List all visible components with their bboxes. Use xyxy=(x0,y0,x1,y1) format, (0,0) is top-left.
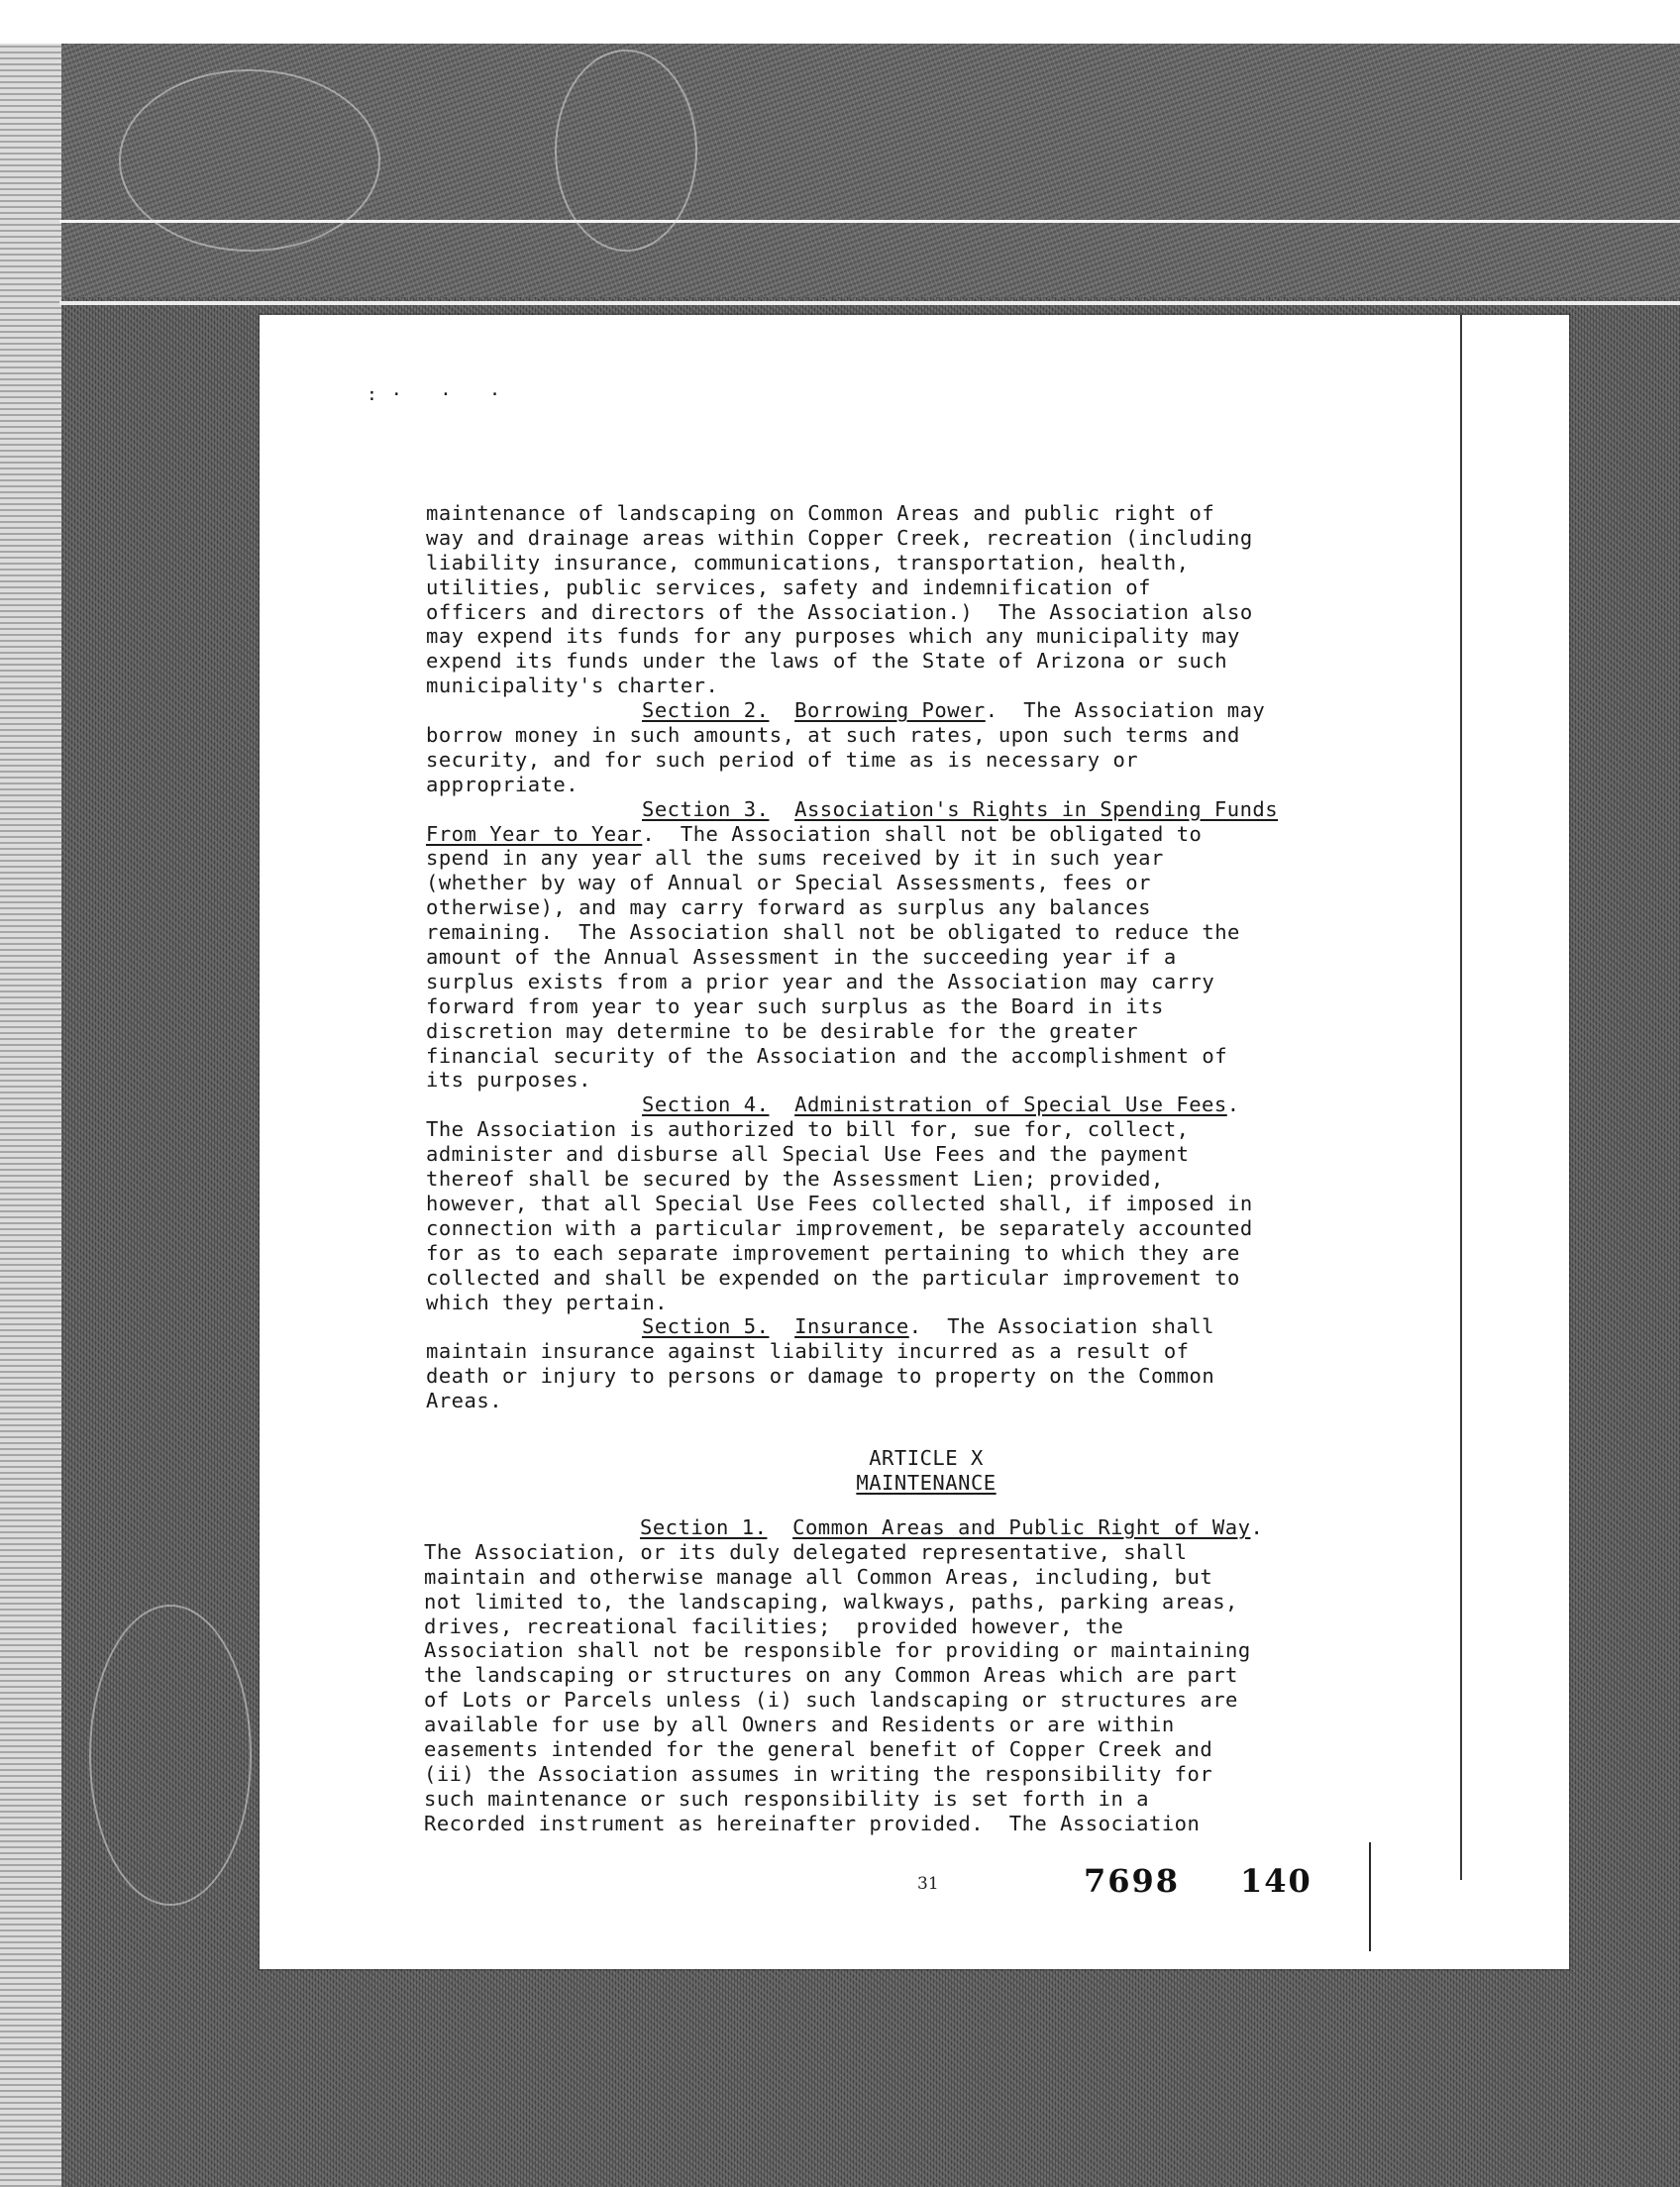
text-line: spend in any year all the sums received by it in such year xyxy=(426,846,1164,871)
section-4-rest: . xyxy=(1226,1093,1240,1117)
text-line: available for use by all Owners and Residents or are within xyxy=(424,1713,1175,1737)
text-line: administer and disburse all Special Use Fees and the payment xyxy=(426,1142,1190,1167)
text-line: remaining. The Association shall not be obligated to reduce the xyxy=(426,920,1240,945)
text-line: (whether by way of Annual or Special Assessments, fees or xyxy=(426,871,1151,895)
text-line: forward from year to year such surplus as the Board in its xyxy=(426,993,1164,1018)
text-line: discretion may determine to be desirable for the greater xyxy=(426,1018,1139,1043)
text-line: its purposes. xyxy=(426,1068,591,1093)
section-3-heading-cont: From Year to Year xyxy=(426,821,643,846)
text-line: (ii) the Association assumes in writing the responsibility for xyxy=(424,1761,1213,1786)
page-edge-rule xyxy=(1460,315,1462,1880)
text-line: drives, recreational facilities; provided however, the xyxy=(424,1614,1124,1638)
article-section-1-rest: . xyxy=(1250,1515,1264,1539)
text-line: connection with a particular improvement, be separately accounted xyxy=(426,1215,1253,1240)
text-line: Association shall not be responsible for providing or maintaining xyxy=(424,1638,1251,1663)
scan-scratch xyxy=(89,1605,252,1906)
text-line: easements intended for the general benefit of Copper Creek and xyxy=(424,1737,1213,1762)
section-5-label: Section 5. xyxy=(642,1314,770,1339)
page-number: 31 xyxy=(917,1874,939,1894)
section-3-rest: . The Association shall not be obligated to xyxy=(642,821,1203,846)
section-3-heading: Association's Rights in Spending Funds xyxy=(794,796,1279,821)
text-line: death or injury to persons or damage to property on the Common xyxy=(426,1364,1215,1389)
recording-page-number: 140 xyxy=(1240,1862,1312,1900)
text-line: of Lots or Parcels unless (i) such landscaping or structures are xyxy=(424,1688,1238,1713)
article-section-1-label: Section 1. xyxy=(640,1515,768,1539)
text-line: Recorded instrument as hereinafter provided. The Association xyxy=(424,1811,1201,1835)
article-section-1-heading: Common Areas and Public Right of Way xyxy=(792,1515,1251,1539)
section-4-heading: Administration of Special Use Fees xyxy=(794,1093,1227,1117)
text-line: amount of the Annual Assessment in the succeeding year if a xyxy=(426,945,1177,970)
section-2-label: Section 2. xyxy=(642,698,770,723)
text-line: maintenance of landscaping on Common Areas and public right of xyxy=(426,501,1215,525)
scan-artifact-line xyxy=(59,301,1680,305)
text-line: officers and directors of the Association.) The Association also xyxy=(426,599,1253,624)
scan-left-edge xyxy=(0,0,61,2187)
text-line: financial security of the Association and the accomplishment of xyxy=(426,1043,1228,1068)
text-line: not limited to, the landscaping, walkways, paths, parking areas, xyxy=(424,1589,1238,1614)
article-subtitle: MAINTENANCE xyxy=(856,1471,997,1495)
section-4-label: Section 4. xyxy=(642,1093,770,1117)
section-2-rest: . The Association may xyxy=(985,698,1266,723)
text-line: appropriate. xyxy=(426,772,579,796)
section-3-heading-line xyxy=(426,797,1426,822)
text-line: maintain and otherwise manage all Common Areas, including, but xyxy=(424,1564,1213,1589)
section-5-rest: . The Association shall xyxy=(908,1314,1214,1339)
text-line: municipality's charter. xyxy=(426,674,719,698)
page-edge-rule xyxy=(1369,1842,1371,1951)
section-3-heading-line-2 xyxy=(426,822,1426,847)
text-line: however, that all Special Use Fees collected shall, if imposed in xyxy=(426,1191,1253,1215)
section-3-label: Section 3. xyxy=(642,796,770,821)
scan-top-edge xyxy=(0,0,1680,44)
text-line: surplus exists from a prior year and the Association may carry xyxy=(426,969,1215,993)
text-line: utilities, public services, safety and indemnification of xyxy=(426,574,1151,599)
text-line: liability insurance, communications, transportation, health, xyxy=(426,550,1190,574)
article-heading xyxy=(426,1446,1426,1496)
section-4-heading-line xyxy=(426,1093,1426,1117)
text-line: expend its funds under the laws of the State of Arizona or such xyxy=(426,649,1228,674)
text-line: way and drainage areas within Copper Creek, recreation (including xyxy=(426,525,1253,550)
recording-docket-number: 7698 xyxy=(1084,1862,1181,1900)
section-2-heading: Borrowing Power xyxy=(794,698,986,723)
scan-scratch xyxy=(555,50,697,252)
article-body-text xyxy=(424,1515,1426,1836)
text-line: the landscaping or structures on any Common Areas which are part xyxy=(424,1663,1238,1688)
text-line: The Association, or its duly delegated representative, shall xyxy=(424,1539,1188,1564)
text-line: maintain insurance against liability incurred as a result of xyxy=(426,1339,1190,1364)
text-line: Areas. xyxy=(426,1389,503,1413)
scan-scratch xyxy=(119,69,380,252)
text-line: such maintenance or such responsibility is set forth in a xyxy=(424,1786,1149,1811)
text-line: otherwise), and may carry forward as surplus any balances xyxy=(426,895,1151,920)
article-title: ARTICLE X xyxy=(869,1446,984,1470)
text-line: collected and shall be expended on the particular improvement to xyxy=(426,1265,1240,1290)
article-section-1-heading-line xyxy=(424,1515,1426,1540)
text-line: thereof shall be secured by the Assessment Lien; provided, xyxy=(426,1167,1164,1192)
text-line: which they pertain. xyxy=(426,1290,668,1314)
text-line: The Association is authorized to bill for, sue for, collect, xyxy=(426,1117,1190,1142)
section-5-heading-line xyxy=(426,1314,1426,1339)
page-marks: :· · · xyxy=(367,384,515,405)
section-5-heading: Insurance xyxy=(794,1314,909,1339)
body-text xyxy=(426,501,1426,1413)
text-line: may expend its funds for any purposes which any municipality may xyxy=(426,624,1240,649)
text-line: security, and for such period of time as is necessary or xyxy=(426,747,1139,772)
text-line: for as to each separate improvement pertaining to which they are xyxy=(426,1240,1240,1265)
section-2-heading-line xyxy=(426,698,1426,723)
text-line: borrow money in such amounts, at such rates, upon such terms and xyxy=(426,723,1240,748)
